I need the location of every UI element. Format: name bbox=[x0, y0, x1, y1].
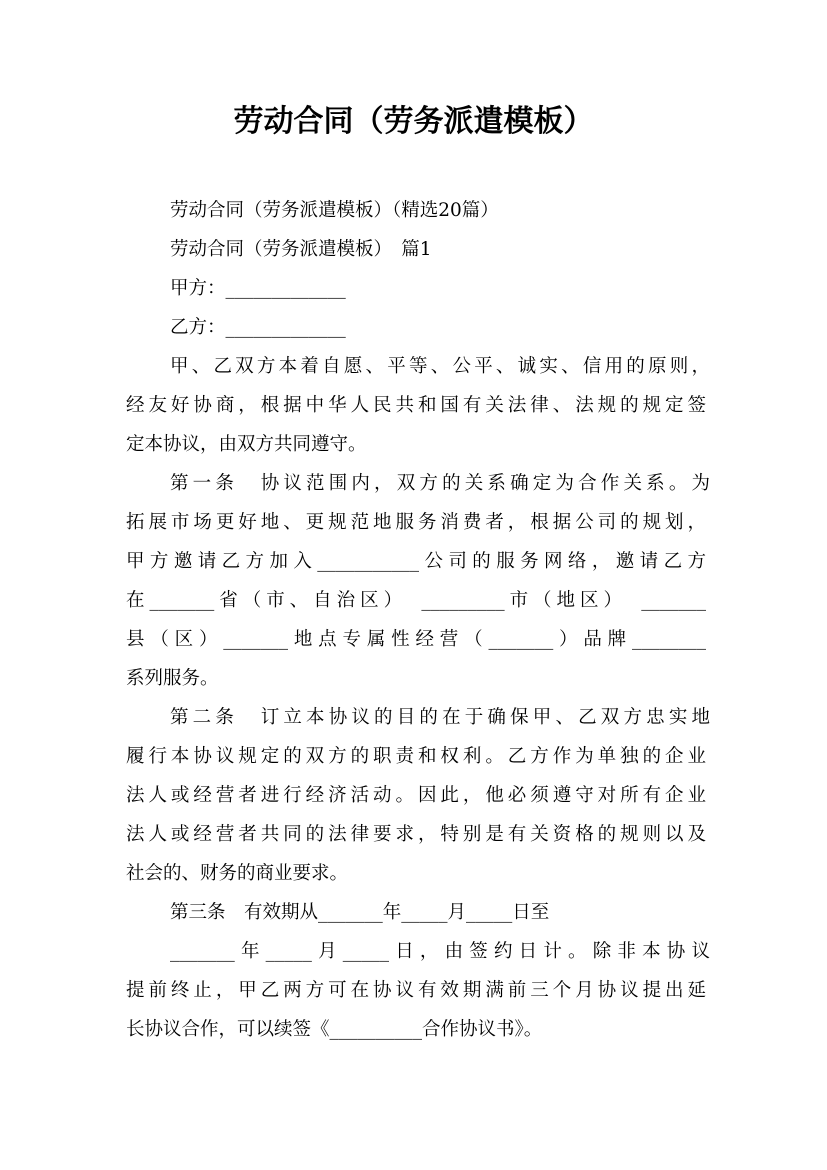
clause-2-line: 法人或经营者共同的法律要求，特别是有关资格的规则以及 bbox=[126, 824, 706, 845]
clause-1-line: 拓展市场更好地、更规范地服务消费者，根据公司的规划， bbox=[126, 512, 706, 533]
paragraph-line: 经友好协商，根据中华人民共和国有关法律、法规的规定签 bbox=[126, 395, 706, 416]
clause-2-line: 履行本协议规定的双方的职责和权利。乙方作为单独的企业 bbox=[126, 746, 706, 767]
document-title: 劳动合同（劳务派遣模板） bbox=[233, 104, 594, 139]
clause-1-line: 第一条 协议范围内，双方的关系确定为合作关系。为 bbox=[170, 473, 710, 494]
paragraph-line: 甲、乙双方本着自愿、平等、公平、诚实、信用的原则， bbox=[170, 356, 710, 377]
clause-3-line: 长协议合作，可以续签《__________合作协议书》。 bbox=[126, 1019, 543, 1040]
subtitle-line: 劳动合同（劳务派遣模板）（精选20篇） bbox=[170, 200, 499, 221]
party-a-line: 甲方：_____________ bbox=[170, 278, 346, 299]
clause-2-line: 法人或经营者进行经济活动。因此，他必须遵守对所有企业 bbox=[126, 785, 706, 806]
paragraph-line: 定本协议，由双方共同遵守。 bbox=[126, 434, 367, 455]
clause-3-line: _______年_____月_____日，由签约日计。除非本协议 bbox=[170, 941, 710, 962]
clause-1-line: 甲方邀请乙方加入___________公司的服务网络，邀请乙方 bbox=[126, 551, 706, 572]
clause-3-line: 提前终止，甲乙两方可在协议有效期满前三个月协议提出延 bbox=[126, 980, 706, 1001]
clause-2-line: 第二条 订立本协议的目的在于确保甲、乙双方忠实地 bbox=[170, 707, 710, 728]
clause-2-line: 社会的、财务的商业要求。 bbox=[126, 863, 349, 884]
clause-1-line: 在_______省（市、自治区） _________市（地区） _______ bbox=[126, 590, 706, 611]
clause-1-line: 系列服务。 bbox=[126, 668, 219, 689]
clause-3-line: 第三条 有效期从_______年_____月_____日至 bbox=[170, 902, 550, 923]
section-heading: 劳动合同（劳务派遣模板） 篇1 bbox=[170, 239, 432, 260]
clause-1-line: 县（区）_______地点专属性经营（_______）品牌________ bbox=[126, 629, 706, 650]
party-b-line: 乙方：_____________ bbox=[170, 317, 346, 338]
